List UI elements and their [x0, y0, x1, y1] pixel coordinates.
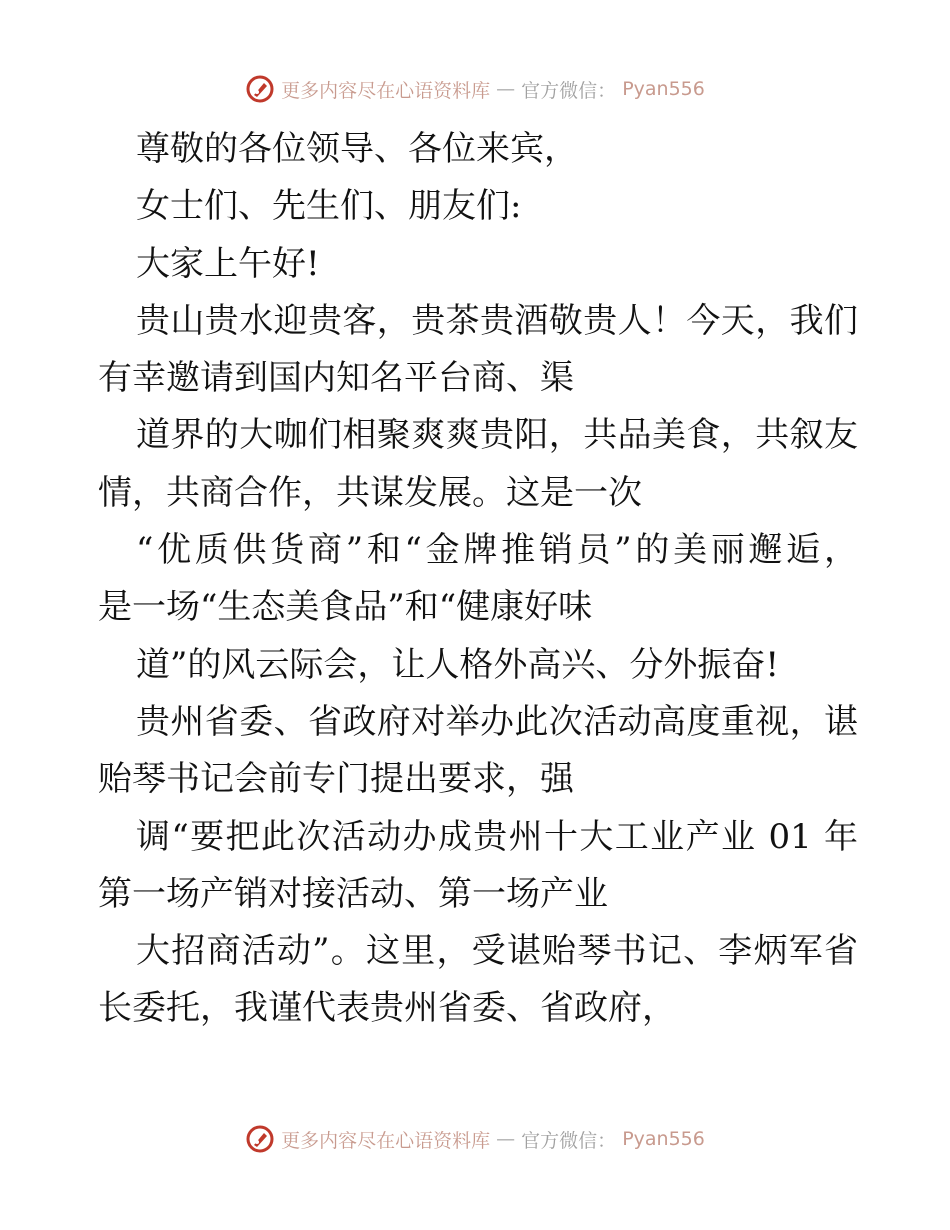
text-line: 贵州省委、省政府对举办此次活动高度重视，谌: [136, 701, 858, 742]
watermark-wechat-label: 官方微信：: [521, 1129, 617, 1152]
text-line: 道界的大咖们相聚爽爽贵阳，共品美食，共叙友: [136, 415, 858, 456]
text-line: 长委托，我谨代表贵州省委、省政府，: [98, 988, 676, 1029]
text-line: 贻琴书记会前专门提出要求，强: [98, 759, 574, 800]
text-line: 尊敬的各位领导、各位来宾，: [136, 129, 578, 169]
text-line: 是一场“生态美食品”和“健康好味: [98, 587, 593, 628]
text-line: 女士们、先生们、朋友们:: [136, 186, 522, 227]
text-line: 道”的风云际会，让人格外高兴、分外振奋!: [136, 644, 780, 685]
watermark-wechat-id: Pyan556: [622, 78, 705, 100]
text-line: 情，共商合作，共谋发展。这是一次: [98, 472, 642, 513]
pen-nib-logo-icon: [245, 1124, 275, 1154]
text-line: 第一场产销对接活动、第一场产业: [98, 873, 608, 914]
text-line: 有幸邀请到国内知名平台商、渠: [98, 358, 574, 399]
watermark-wechat-label: 官方微信：: [521, 79, 617, 102]
text-line: 调“要把此次活动办成贵州十大工业产业 01 年: [136, 816, 858, 857]
text-line: 贵山贵水迎贵客，贵茶贵酒敬贵人！今天，我们: [136, 300, 858, 341]
watermark-text: 更多内容尽在心语资料库: [281, 79, 491, 102]
text-line: 大家上午好!: [136, 243, 320, 284]
watermark-separator: —: [496, 1128, 516, 1150]
text-line: 大招商活动”。这里，受谌贻琴书记、李炳军省: [136, 931, 858, 972]
footer-watermark: [0, 1124, 950, 1154]
watermark-wechat-id: Pyan556: [622, 1128, 705, 1150]
watermark-text: 更多内容尽在心语资料库: [281, 1129, 491, 1152]
text-line: “优质供货商”和“金牌推销员”的美丽邂逅，: [136, 530, 858, 571]
header-watermark: [0, 74, 950, 104]
pen-nib-logo-icon: [245, 74, 275, 104]
watermark-separator: —: [496, 78, 516, 100]
speech-body: [98, 121, 858, 1038]
